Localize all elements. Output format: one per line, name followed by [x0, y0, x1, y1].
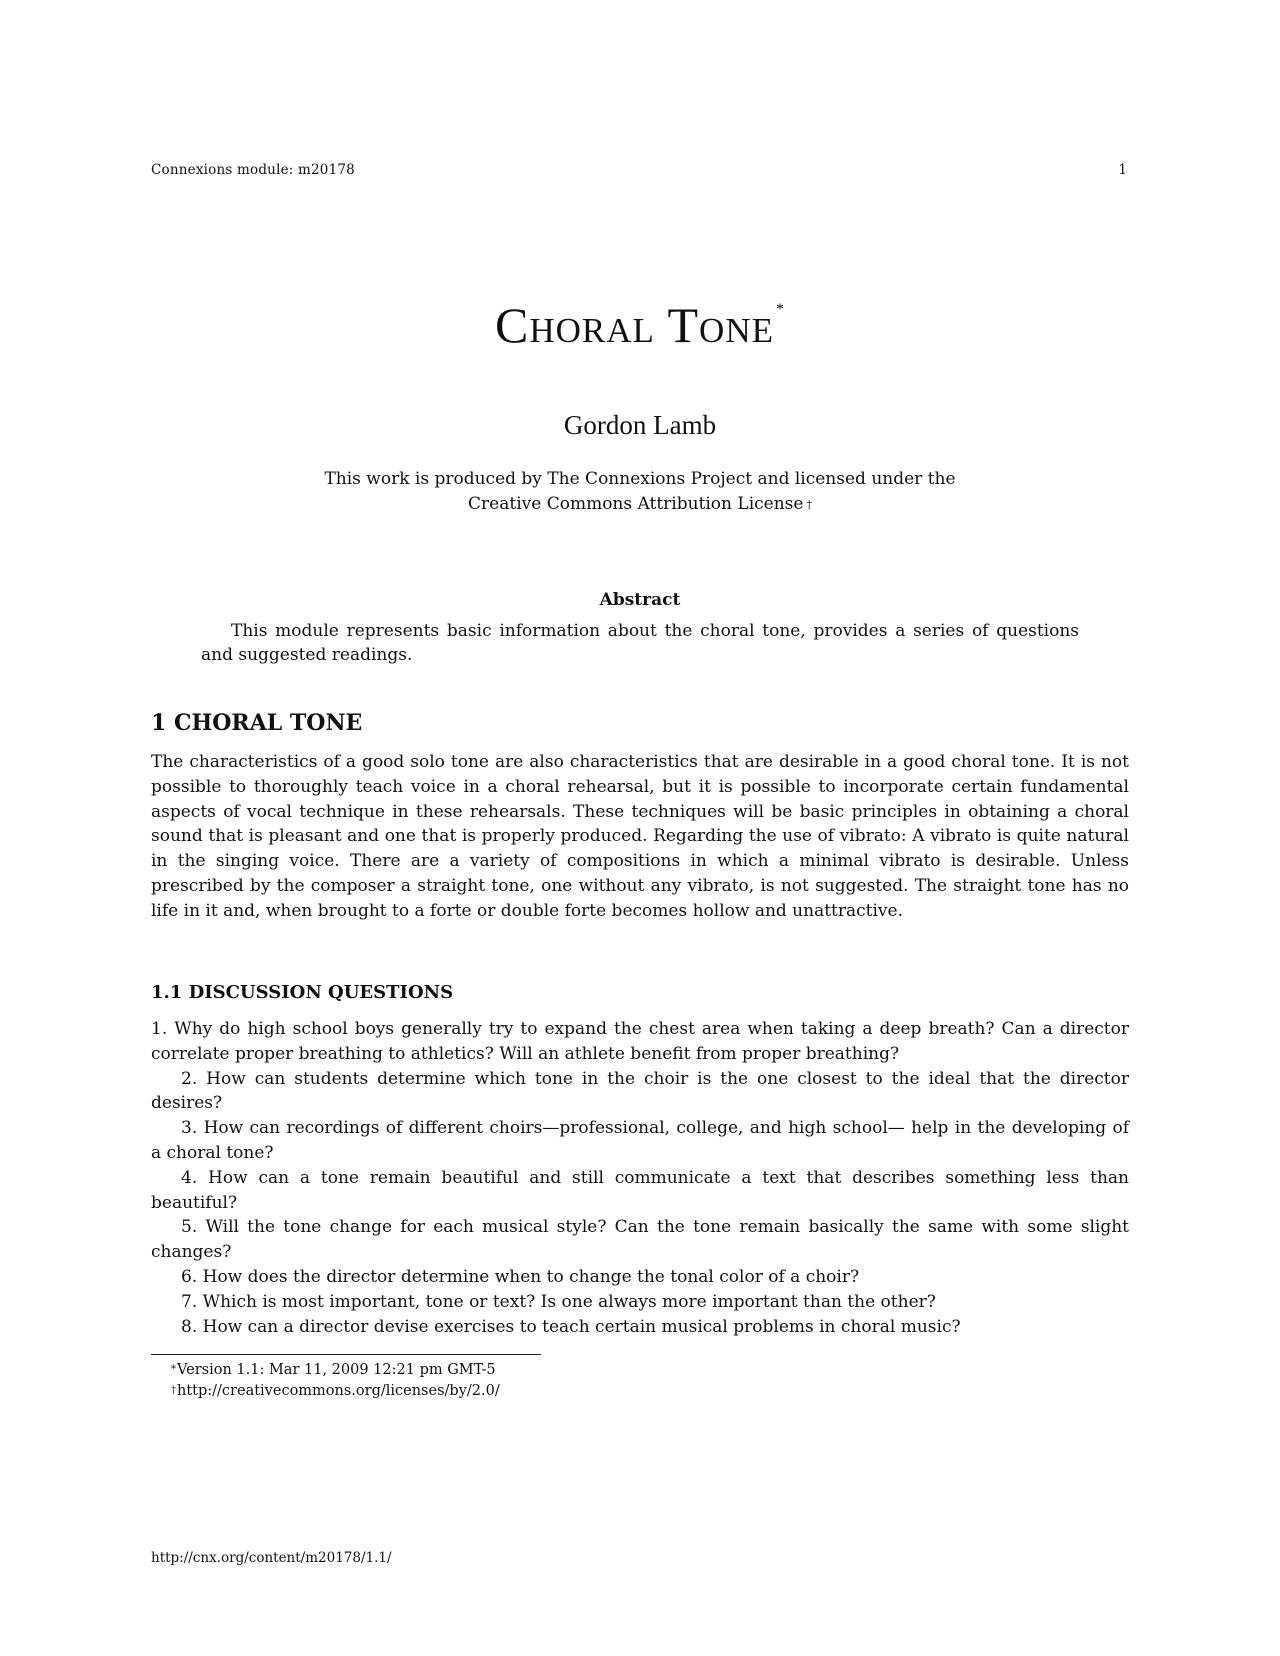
title-footnote-marker: *: [775, 301, 785, 318]
section-heading-discussion-questions: 1.1 DISCUSSION QUESTIONS: [151, 982, 454, 1003]
license-line-2: [0, 492, 1280, 517]
footer-url-link[interactable]: http://cnx.org/content/m20178/1.1/: [151, 1550, 392, 1566]
question-item: 5. Will the tone change for each musical style? Can the tone remain basically the same with some slight changes?: [151, 1217, 1129, 1263]
running-header-module: Connexions module: m20178: [151, 162, 355, 178]
question-item: 1. Why do high school boys generally try to expand the chest area when taking a deep breath? Can a director correlate proper breathing to athletics? Will an athlete benefit from proper breathing?: [151, 1019, 1129, 1064]
title-text: Choral Tone: [495, 297, 774, 353]
abstract-heading: Abstract: [599, 590, 681, 610]
license-link-text[interactable]: Creative Commons Attribution License: [468, 494, 804, 514]
footnote-marker: †: [171, 1384, 176, 1396]
section-heading-choral-tone: 1 CHORAL TONE: [151, 710, 363, 736]
page-number: 1: [1118, 162, 1127, 178]
discussion-questions-list: [151, 1017, 1129, 1339]
author-name: Gordon Lamb: [563, 410, 717, 440]
license-line-1: This work is produced by The Connexions Project and licensed under the: [324, 469, 956, 489]
document-title: [0, 297, 1280, 353]
question-item: 2. How can students determine which tone in the choir is the one closest to the ideal that the director desires?: [151, 1068, 1129, 1114]
footnote-text: Version 1.1: Mar 11, 2009 12:21 pm GMT-5: [177, 1362, 496, 1378]
footnotes: [171, 1360, 500, 1401]
footnote-license-url: [171, 1381, 500, 1402]
license-notice: [0, 467, 1280, 517]
footnote-version: [171, 1360, 500, 1381]
license-footnote-marker: †: [806, 498, 812, 511]
footnote-link[interactable]: http://creativecommons.org/licenses/by/2.0/: [177, 1382, 500, 1399]
abstract-text: This module represents basic information about the choral tone, provides a series of questions and suggested readings.: [201, 621, 1079, 665]
question-item: 3. How can recordings of different choirs—professional, college, and high school— help in the developing of a choral tone?: [151, 1118, 1129, 1163]
section-body-choral-tone: The characteristics of a good solo tone are also characteristics that are desirable in a good choral tone. It is not possible to thoroughly teach voice in a choral rehearsal, but it is possible to incorporate certain fundamental aspects of vocal technique in these rehearsals. These techniques will be basic principles in obtaining a choral sound that is pleasant and one that is properly produced. Regarding the use of vibrato: A vibrato is quite natural in the singing voice. There are a variety of compositions in which a minimal vibrato is desirable. Unless prescribed by the composer a straight tone, one without any vibrato, is not suggested. The straight tone has no life in it and, when brought to a forte or double forte becomes hollow and unattractive.: [151, 752, 1129, 921]
question-item: 7. Which is most important, tone or text? Is one always more important than the other?: [181, 1291, 936, 1312]
question-item: 6. How does the director determine when to change the tonal color of a choir?: [181, 1266, 860, 1287]
footnote-marker: *: [171, 1364, 176, 1375]
footnote-divider: [151, 1354, 541, 1355]
question-item: 8. How can a director devise exercises to teach certain musical problems in choral music?: [181, 1316, 961, 1337]
question-item: 4. How can a tone remain beautiful and still communicate a text that describes something less than beautiful?: [151, 1167, 1129, 1213]
